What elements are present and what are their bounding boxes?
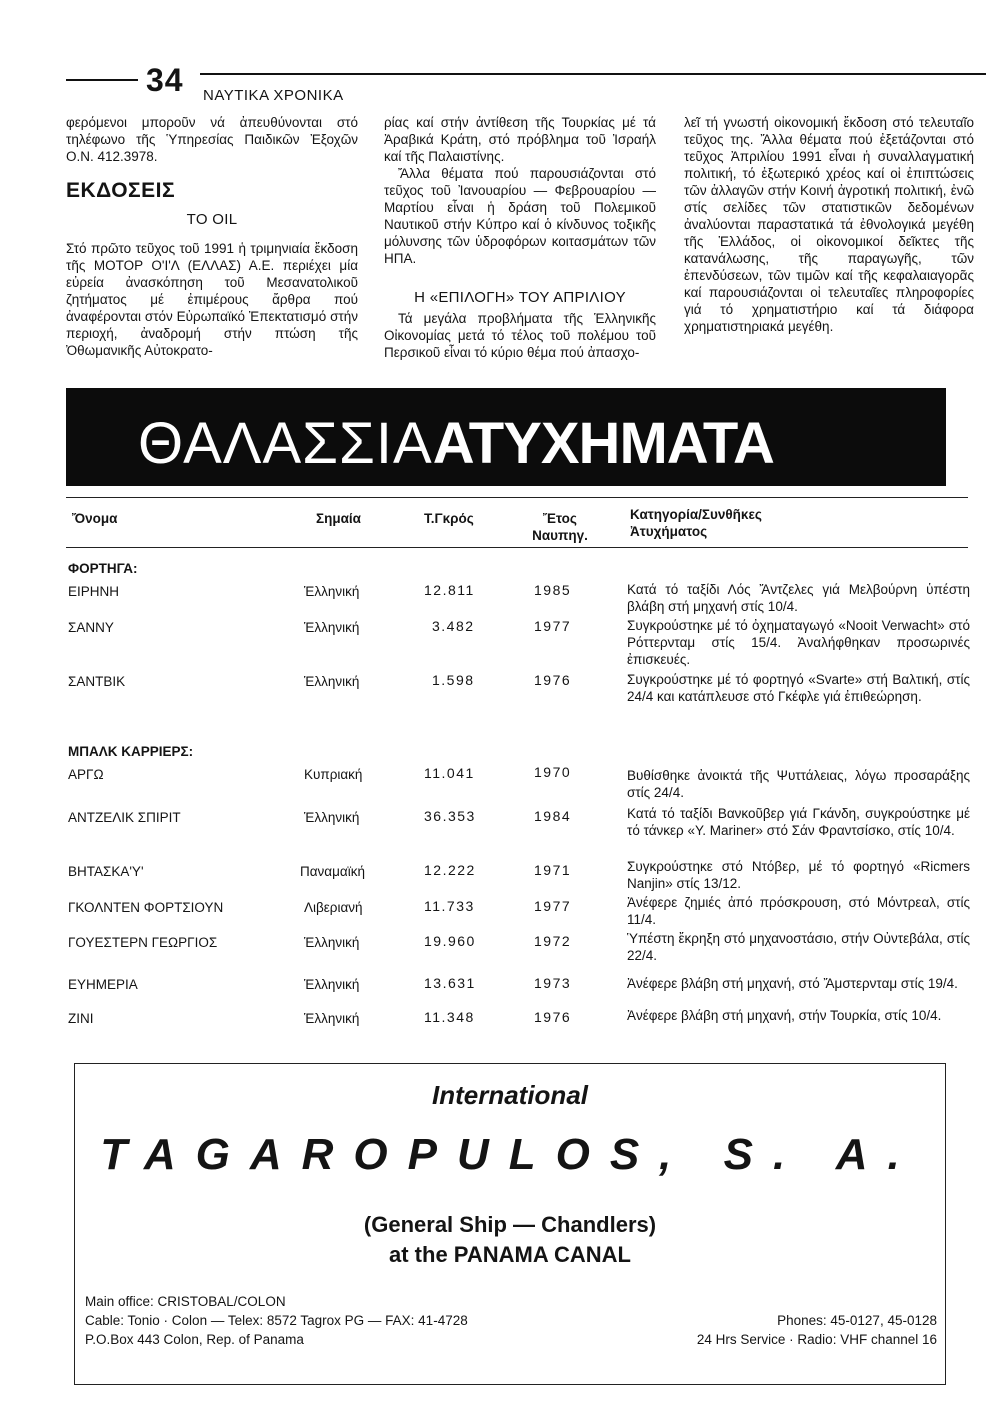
group-title-bulk-carriers: ΜΠΑΛΚ ΚΑΡΡΙΕΡΣ: [68,744,194,759]
incident-description: Συγκρούστηκε μέ τό ὀχηματαγωγό «Nooit Verwacht» στό Ρόττερνταμ στίς 15/4. Ἀναλήφθηκαν προσωρινές ἐπισκευές. [627,618,970,667]
col3-paragraph: λεῖ τή γνωστή οἰκονομική ἔκδοση στό τελευταῖο τεῦχος της. Ἄλλα θέματα πού ἐξετάζονται στό τεῦχος Ἀπριλίου 1991 εἶναι ἡ συναλλαγματική πολιτική, τό ἐξωτερικό χρέος καί οἱ ἐπιπτώσεις τῶν ἀλλαγῶν στήν Κοινή ἀγροτική πολιτική, ἐνῶ στίς σελίδες τῶν στατιστικῶν δεδομένων ἀναλύονται παραστατικά τά ἐθνολογικά μεγέθη τῆς Ἑλλάδος, οἱ οἰκονομικοί δεῖκτες τῆς κατανάλωσης, τῆς παραγωγῆς, τῶν ἐπενδύσεων, τῶν τιμῶν καί τῆς κεφαλαιαγορᾶς καί παρουσιάζονται οἱ τελευταῖες πληροφορίες γιά τό χρηματιστήριο καί τά διάφορα χρηματιστηριακά μεγέθη. [684,115,974,334]
ship-flag: Ἑλληνική [304,935,360,950]
article-column-2 [384,114,656,361]
column-header-category [630,506,762,540]
ship-name: ΣΑΝΝΥ [68,620,114,635]
ship-tonnage: 36.353 [424,808,476,824]
ship-flag: Ἑλληνική [304,1011,360,1026]
ship-name: ΒΗΤΑΣΚΑ'Υ' [68,864,144,879]
ship-year: 1972 [534,933,572,949]
ad-international: International [431,1080,588,1110]
ad-radio: 24 Hrs Service · Radio: VHF channel 16 [696,1332,937,1347]
ship-name: ΓΟΥΕΣΤΕΡΝ ΓΕΩΡΓΙΟΣ [68,935,218,950]
subtitle-epilogi: Η «ΕΠΙΛΟΓΗ» ΤΟΥ ΑΠΡΙΛΙΟΥ [414,289,626,306]
column-header-year [524,510,596,544]
ship-year: 1971 [534,862,572,878]
banner-title-light: ΘΑΛΑΣΣΙΑ [138,411,433,476]
ad-company-name: TAGAROPULOS, S. A. [100,1130,920,1179]
column-header-flag: Σημαία [316,511,361,526]
ad-cable: Cable: Tonio · Colon — Telex: 8572 Tagrox PG — FAX: 41-4728 [85,1313,468,1328]
column-header-name: Ὄνομα [72,511,118,526]
ship-tonnage: 12.222 [424,862,476,878]
ship-tonnage: 19.960 [424,933,476,949]
ship-flag: Ἑλληνική [304,584,360,599]
ship-flag: Λιβεριανή [304,900,363,915]
ship-name: ΑΝΤΖΕΛΙΚ ΣΠΙΡΙΤ [68,810,181,825]
ship-flag: Ἑλληνική [304,674,360,689]
ship-name: ΣΑΝΤΒΙΚ [68,674,126,689]
banner-title [138,410,774,477]
advertisement [74,1063,946,1385]
page-number: 34 [146,62,184,98]
incident-description: Κατά τό ταξίδι Βανκοῦβερ γιά Γκάνδη, συγκρούστηκε μέ τό τάνκερ «Υ. Mariner» στό Σάν Φραντσίσκο, στίς 10/4. [627,806,970,838]
ad-pobox: P.O.Box 443 Colon, Rep. of Panama [85,1332,304,1347]
ship-tonnage: 11.733 [424,898,475,914]
incident-description: Ἀνέφερε βλάβη στή μηχανή, στήν Τουρκία, στίς 10/4. [627,1008,942,1023]
ad-main-office: Main office: CRISTOBAL/COLON [85,1294,286,1309]
column-header-tonnage: Τ.Γκρός [424,511,474,526]
ship-year: 1984 [534,808,572,824]
ship-year: 1977 [534,618,572,634]
section-title-ekdoseis: ΕΚΔΟΣΕΙΣ [66,179,176,202]
ship-tonnage: 3.482 [432,618,475,634]
ship-tonnage: 11.041 [424,765,475,781]
col2-paragraph-3: Τά μεγάλα προβλήματα τῆς Ἑλληνικῆς Οἰκονομίας μετά τό τέλος τοῦ πολέμου τοῦ Περσικοῦ εἶναι τό κύριο θέμα πού ἀπασχο- [384,311,656,360]
ship-tonnage: 1.598 [432,672,475,688]
ship-year: 1976 [534,672,572,688]
ship-tonnage: 11.348 [424,1009,475,1025]
ship-year: 1977 [534,898,572,914]
table-header-rule [66,547,968,548]
group-title-cargo: ΦΟΡΤΗΓΑ: [68,561,138,576]
incident-description: Συγκρούστηκε μέ τό φορτηγό «Svarte» στή Βαλτική, στίς 24/4 και κατάπλευσε στό Γκέφλε γιά ἐπιθεώρηση. [627,672,970,704]
ship-flag: Ἑλληνική [304,810,360,825]
header-rule-right [200,73,986,75]
ship-tonnage: 13.631 [424,975,476,991]
ship-flag: Ἑλληνική [304,977,360,992]
ad-service-line2: at the PANAMA CANAL [389,1242,631,1267]
incident-description: Βυθίσθηκε ἀνοικτά τῆς Ψυττάλειας, λόγω προσαράξης στίς 24/4. [627,768,970,800]
col2-paragraph-1: ρίας καί στήν ἀντίθεση τῆς Τουρκίας μέ τά Ἀραβικά Κράτη, στό πρόβλημα τοῦ Ἰσραήλ καί τῆς Παλαιστίνης. [384,115,656,164]
ad-service-line1: (General Ship — Chandlers) [363,1212,657,1237]
article-column-3 [684,114,974,335]
ad-service [75,1210,945,1270]
col2-paragraph-2: Ἄλλα θέματα πού παρουσιάζονται στό τεῦχος τοῦ Ἰανουαρίου — Φεβρουαρίου — Μαρτίου εἶναι ἡ δράση τοῦ Πολεμικοῦ Ναυτικοῦ στήν Κύπρο καί ὁ κίνδυνος τοξικῆς μόλυνσης τῶν ὑδροφόρων κοιτασμάτων τῶν ΗΠΑ. [384,166,656,266]
column-header-category-line1: Κατηγορία/Συνθῆκες [630,507,762,522]
column-header-category-line2: Ἀτυχήματος [630,524,708,539]
ship-name: ΖΙΝΙ [68,1011,94,1026]
banner-title-bold: ΑΤΥΧΗΜΑΤΑ [432,411,774,476]
ship-name: ΕΙΡΗΝΗ [68,584,120,599]
ship-flag: Ἑλληνική [304,620,360,635]
incident-description: Ὑπέστη ἔκρηξη στό μηχανοστάσιο, στήν Οὐντεβάλα, στίς 22/4. [627,931,970,963]
ship-flag: Κυπριακή [304,767,363,782]
col1-body: Στό πρῶτο τεῦχος τοῦ 1991 ἡ τριμηνιαία ἔκδοση τῆς ΜΟΤΟΡ Ο'Ι'Λ (ΕΛΛΑΣ) Α.Ε. περιέχει μία εὐρεία ἀνασκόπηση τοῦ Μεσανατολικοῦ ζητήματος μέ ἐπιμέρους ἄρθρα πού ἀναφέρονται στόν Εὐρωπαϊκό Ἐπεκτατισμό στήν περιοχή, ἀναδρομή στήν πτώση τῆς Ὀθωμανικῆς Αὐτοκρατο- [66,241,358,358]
incident-description: Κατά τό ταξίδι Λός Ἄντζελες γιά Μελβούρνη ὑπέστη βλάβη στή μηχανή στίς 10/4. [627,582,970,614]
incident-description: Ἀνέφερε ζημιές ἀπό πρόσκρουση, στό Μόντρεαλ, στίς 11/4. [627,895,970,927]
section-banner [66,388,946,486]
ship-name: ΑΡΓΩ [68,767,104,782]
ship-flag: Παναμαϊκή [300,864,365,879]
table-top-rule [66,497,968,498]
ship-year: 1970 [534,764,572,780]
ship-year: 1973 [534,975,572,991]
article-column-1 [66,114,358,359]
publication-name: ΝΑΥΤΙΚΑ ΧΡΟΝΙΚΑ [203,87,344,104]
subtitle-oil: ΤΟ OIL [186,211,238,228]
ship-tonnage: 12.811 [424,582,475,598]
incident-description: Συγκρούστηκε στό Ντόβερ, μέ τό φορτηγό «Ricmers Nanjin» στίς 13/12. [627,859,970,891]
ad-phones: Phones: 45-0127, 45-0128 [777,1313,937,1328]
ship-year: 1985 [534,582,572,598]
header-rule-left [66,79,138,81]
ship-year: 1976 [534,1009,572,1025]
column-header-year-line2: Ναυπηγ. [532,528,588,543]
col1-intro: φερόμενοι μποροῦν νά ἀπευθύνονται στό τηλέφωνο τῆς Ὑπηρεσίας Παιδικῶν Ἐξοχῶν Ο.Ν. 412.3978. [66,115,358,164]
incident-description: Ἀνέφερε βλάβη στή μηχανή, στό Ἄμστερνταμ στίς 19/4. [627,976,958,991]
column-header-year-line1: Ἔτος [543,511,577,526]
ship-name: ΕΥΗΜΕΡΙΑ [68,977,138,992]
ship-name: ΓΚΟΛΝΤΕΝ ΦΟΡΤΣΙΟΥΝ [68,900,224,915]
